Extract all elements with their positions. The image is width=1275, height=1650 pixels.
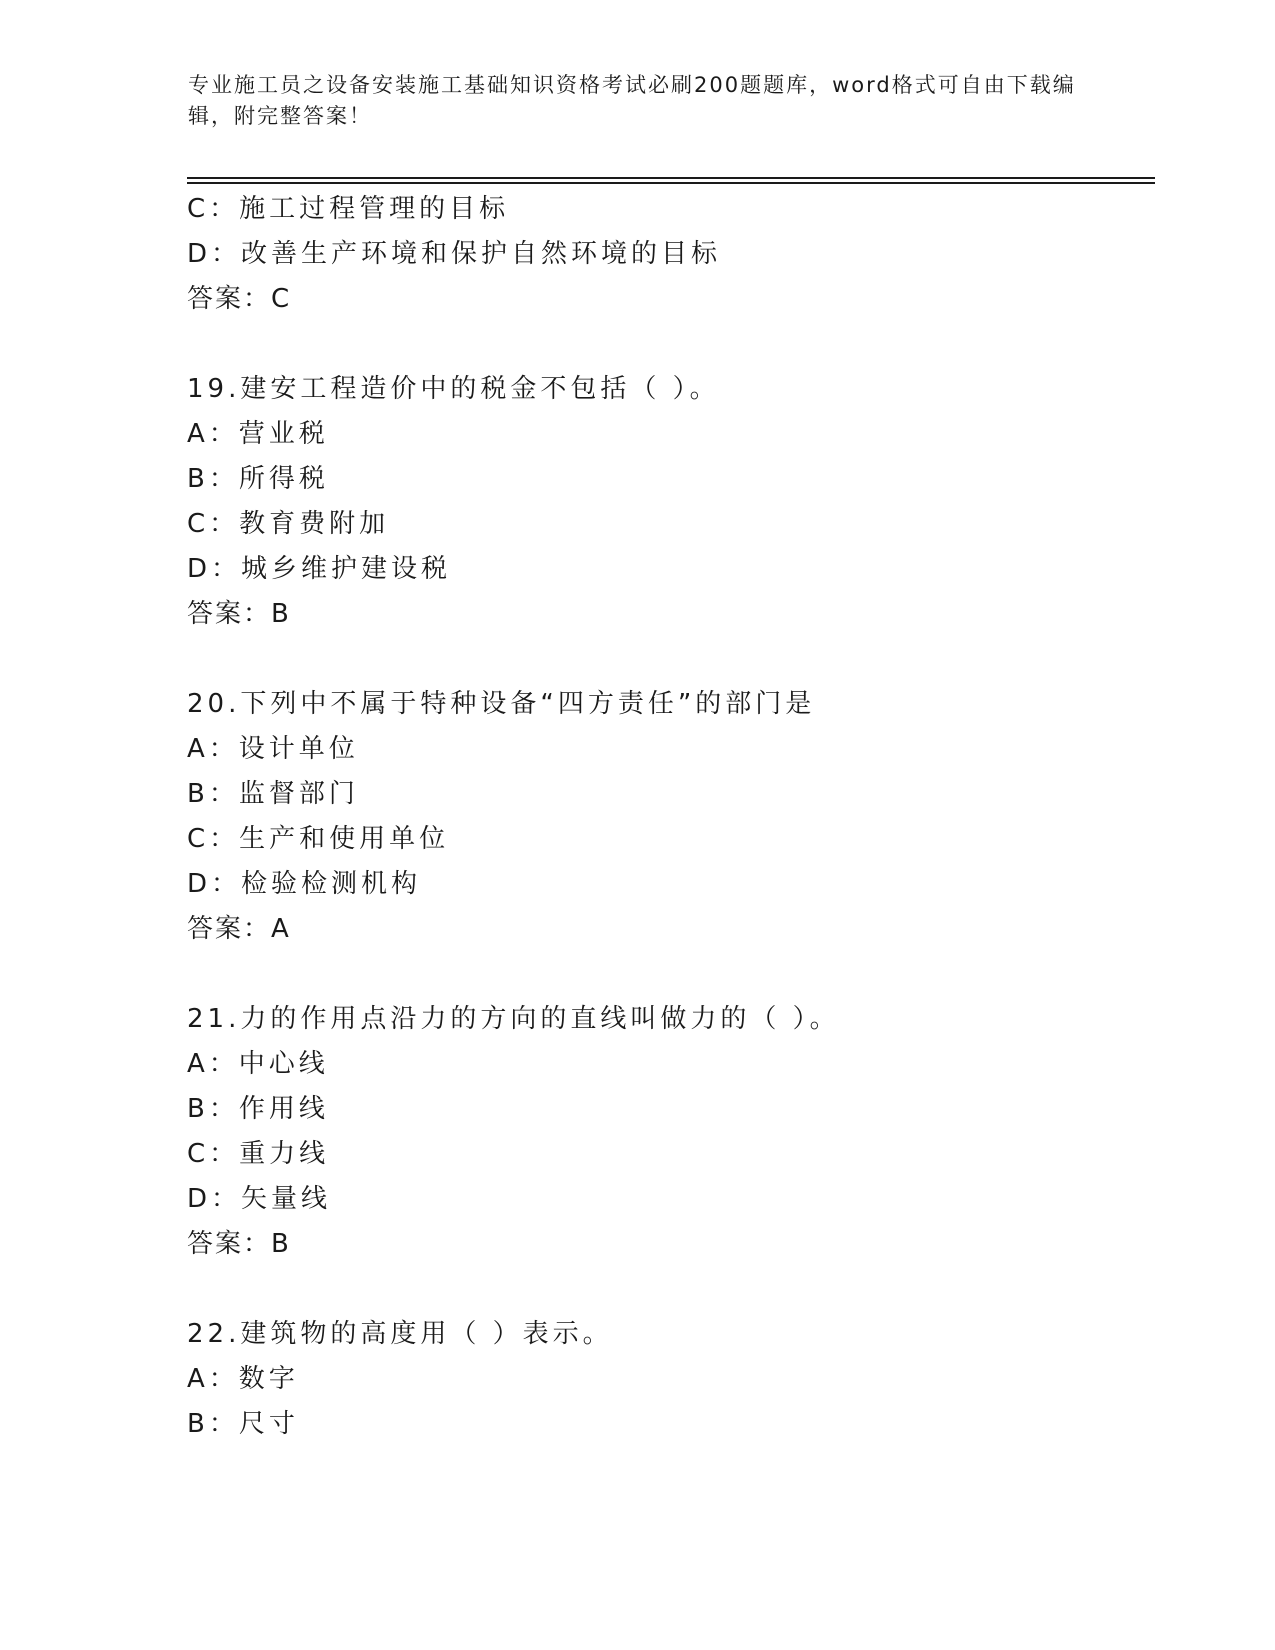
header-rule-top — [187, 177, 1155, 179]
question-20: 20.下列中不属于特种设备“四方责任”的部门是 — [187, 689, 816, 719]
option-b-q22: B：尺寸 — [187, 1409, 299, 1439]
option-b-q21: B：作用线 — [187, 1094, 329, 1124]
option-d-q21: D：矢量线 — [187, 1184, 332, 1214]
question-22: 22.建筑物的高度用（ ）表示。 — [187, 1319, 613, 1349]
option-b-q19: B：所得税 — [187, 464, 329, 494]
option-c-q19: C：教育费附加 — [187, 509, 390, 539]
option-a-q21: A：中心线 — [187, 1049, 329, 1079]
question-21: 21.力的作用点沿力的方向的直线叫做力的（ ）。 — [187, 1004, 840, 1034]
document-header: 专业施工员之设备安装施工基础知识资格考试必刷200题题库，word格式可自由下载编辑，附完整答案！ — [188, 73, 1076, 128]
option-c-q21: C：重力线 — [187, 1139, 330, 1169]
answer-q20: 答案：A — [187, 914, 291, 944]
option-d-q19: D：城乡维护建设税 — [187, 554, 452, 584]
header-rule-bottom — [187, 182, 1155, 184]
option-d-q20: D：检验检测机构 — [187, 869, 422, 899]
option-a-q20: A：设计单位 — [187, 734, 359, 764]
option-a-q19: A：营业税 — [187, 419, 329, 449]
option-a-q22: A：数字 — [187, 1364, 299, 1394]
option-b-q20: B：监督部门 — [187, 779, 359, 809]
option-c-q20: C：生产和使用单位 — [187, 824, 450, 854]
answer-q19: 答案：B — [187, 599, 291, 629]
question-19: 19.建安工程造价中的税金不包括（ ）。 — [187, 374, 720, 404]
option-c-q18: C：施工过程管理的目标 — [187, 194, 510, 224]
option-d-q18: D：改善生产环境和保护自然环境的目标 — [187, 239, 722, 269]
answer-q18: 答案：C — [187, 284, 292, 314]
answer-q21: 答案：B — [187, 1229, 291, 1259]
